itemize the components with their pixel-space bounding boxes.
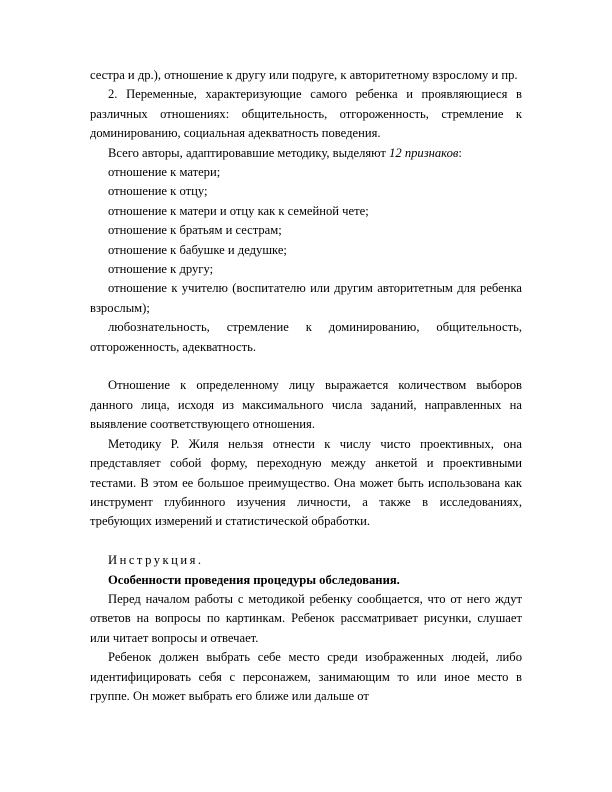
document-body xyxy=(90,66,522,706)
paragraph-before-start: Перед началом работы с методикой ребенку сообщается, что от него ждут ответов на вопросы по картинкам. Ребенок рассматривает рисунки, слушает или читает вопросы и отвечает. xyxy=(90,591,522,645)
paragraph-method: Методику Р. Жиля нельзя отнести к числу чисто проективных, она представляет собой форму, переходную между анкетой и проективными тестами. В этом ее большое преимущество. Она может быть использована как инструмент глубинного изучения личности, а также в исследованиях, требующих измерений и статистической обработки. xyxy=(90,436,522,529)
authors-lead-text: Всего авторы, адаптировавшие методику, выделяют xyxy=(108,145,386,160)
list-item: отношение к матери; xyxy=(108,165,221,180)
procedure-heading: Особенности проведения процедуры обследования. xyxy=(108,572,400,587)
paragraph-authors xyxy=(90,144,522,163)
instruction-heading: Инструкция. xyxy=(108,553,204,568)
paragraph-continuation: сестра и др.), отношение к другу или подруге, к авторитетному взрослому и пр. xyxy=(90,68,518,82)
list-item: отношение к бабушке и дедушке; xyxy=(108,242,287,257)
list-item: отношение к матери и отцу как к семейной чете; xyxy=(108,203,369,218)
authors-tail-text: : xyxy=(458,145,462,160)
list-item: отношение к учителю (воспитателю или другим авторитетным для ребенка взрослым); xyxy=(90,281,522,315)
authors-emphasis-text: 12 признаков xyxy=(389,145,459,160)
paragraph-variables: 2. Переменные, характеризующие самого ребенка и проявляющиеся в различных отношениях: общительность, отгороженность, стремление к доминированию, социальная адекватность поведения. xyxy=(90,87,522,141)
list-item: отношение к братьям и сестрам; xyxy=(108,223,282,238)
list-item: отношение к другу; xyxy=(108,262,214,277)
blank-line xyxy=(90,357,522,376)
list-item: любознательность, стремление к доминированию, общительность, отгороженность, адекватность. xyxy=(90,320,522,354)
paragraph-choose: Ребенок должен выбрать себе место среди изображенных людей, либо идентифицировать себя с персонажем, занимающим то или иное место в группе. Он может выбрать его ближе или дальше от xyxy=(90,650,522,703)
blank-line xyxy=(90,532,522,551)
list-item: отношение к отцу; xyxy=(108,184,208,199)
paragraph-relation: Отношение к определенному лицу выражается количеством выборов данного лица, исходя из максимального числа заданий, направленных на выявление соответствующего отношения. xyxy=(90,378,522,432)
